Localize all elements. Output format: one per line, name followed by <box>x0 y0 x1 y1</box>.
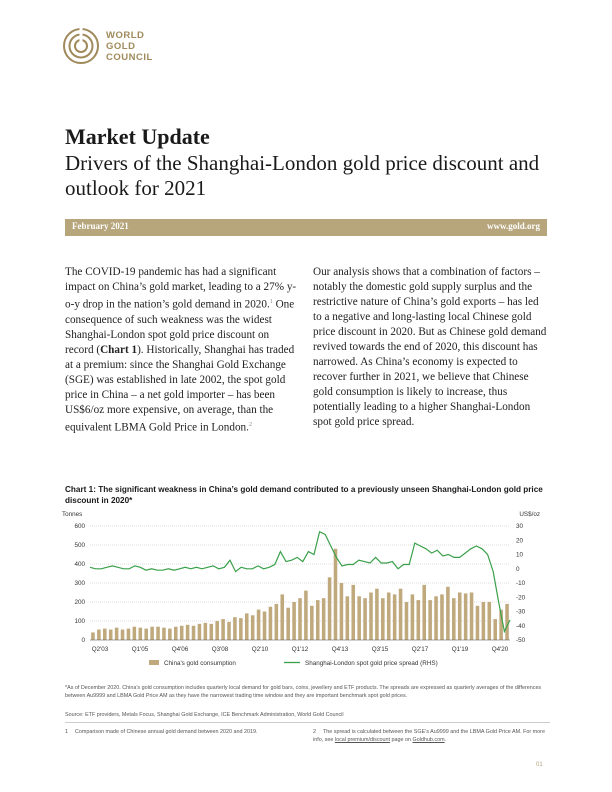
wgc-circle-logo-icon <box>62 27 100 65</box>
y-tick-left: 400 <box>74 561 85 568</box>
local-premium-link[interactable]: local premium/discount <box>334 737 391 743</box>
x-tick: Q1'19 <box>451 646 469 653</box>
y-tick-right: -10 <box>516 580 526 587</box>
x-tick: Q4'06 <box>171 646 189 653</box>
bar <box>298 598 302 640</box>
chart <box>62 508 550 680</box>
chart-legend <box>149 660 438 667</box>
bar <box>139 628 143 640</box>
bar <box>393 594 397 640</box>
y-tick-left: 0 <box>81 637 85 644</box>
y-tick-right: 10 <box>516 551 524 559</box>
x-tick: Q4'13 <box>331 646 349 653</box>
footnote-2-text-a: The spread is calculated between the SGE’s Au9999 and the LBMA Gold Price AM. For more info, see <box>313 729 545 743</box>
bar <box>215 621 219 640</box>
publication-date: February 2021 <box>72 221 129 231</box>
legend-label-line: Shanghai-London spot gold price spread (RHS) <box>305 660 438 667</box>
bar <box>452 598 456 640</box>
date-band <box>65 219 547 236</box>
intro-paragraph <box>65 265 297 435</box>
website-link[interactable]: www.gold.org <box>486 221 540 231</box>
bar <box>91 632 95 640</box>
bar <box>470 593 474 641</box>
bar <box>428 600 432 640</box>
logo-line-world: WORLD <box>106 30 145 41</box>
chart-title: Chart 1: The significant weakness in China’s gold demand contributed to a previously unseen Shanghai-London gold price discount in 2020* <box>65 485 543 505</box>
x-tick: Q3'15 <box>371 646 389 653</box>
footnote-2-number: 2 <box>313 729 316 735</box>
bar <box>505 604 509 640</box>
footnote-2-text-b: page on <box>390 737 413 743</box>
bar <box>292 602 296 640</box>
bar <box>351 585 355 640</box>
bar <box>387 593 391 641</box>
bar <box>186 625 190 640</box>
chart-footnote: *As of December 2020. China’s gold consumption includes quarterly local demand for gold bars, coins, jewellery and ETF products. The spreads are expressed as quarterly averages of the differences between Au9999 and LBMA Gold Price AM as they have the narrowest trading time window and they are important benchmark spot gold prices. <box>65 685 542 699</box>
y-tick-right: -40 <box>516 622 526 630</box>
bar <box>334 549 338 640</box>
bar <box>411 594 415 640</box>
intro-text-3: ). Historically, Shanghai has traded at a premium: since the Shanghai Gold Exchange (SGE) was established in late 2002, the spot gold price in China – a net gold importer – has been US$6/oz more expensive, on average, than the equivalent LBMA Gold Price in London. <box>65 343 295 434</box>
y-tick-right: -30 <box>516 608 526 616</box>
bar <box>405 602 409 640</box>
footnote-divider <box>65 722 550 723</box>
x-tick: Q2'03 <box>91 646 109 653</box>
bar <box>446 587 450 640</box>
bar <box>180 626 184 640</box>
goldhub-link[interactable]: Goldhub.com <box>412 737 445 743</box>
bar <box>239 618 243 640</box>
bar <box>340 583 344 640</box>
body-column-left <box>65 265 297 435</box>
y-tick-right: 30 <box>516 523 524 530</box>
bar <box>263 612 267 641</box>
bar <box>375 589 379 640</box>
page-subtitle: Drivers of the Shanghai-London gold price discount and outlook for 2021 <box>65 151 540 200</box>
world-gold-council-logo <box>62 27 202 67</box>
intro-text-2: One consequence of such weakness was the widest Shanghai-London spot gold price discount on record ( <box>65 298 295 356</box>
bar <box>144 629 148 640</box>
bar <box>482 602 486 640</box>
logo-text <box>106 30 153 63</box>
chart-reference: Chart 1 <box>100 343 138 356</box>
bar <box>209 624 213 640</box>
bar <box>168 629 172 640</box>
y-tick-left: 100 <box>74 618 85 625</box>
x-tick: Q1'12 <box>291 646 309 653</box>
y-tick-left: 200 <box>74 599 85 606</box>
bar <box>245 613 249 640</box>
bar <box>192 626 196 640</box>
y-tick-right: 0 <box>516 565 520 573</box>
bar <box>476 606 480 640</box>
body-column-right <box>313 265 549 430</box>
analysis-paragraph: Our analysis shows that a combination of factors – notably the domestic gold supply surplus and the restrictive nature of China’s gold exports – has led to a negative and long-lasting local Chinese gold price discount in 2020. But as Chinese gold demand revived towards the end of 2020, this discount has narrowed. As China’s economy is expected to recover further in 2021, we believe that Chinese gold consumption is likely to increase, thus potentially leading to a higher Shanghai-London spot gold price spread. <box>313 266 547 428</box>
bar <box>304 591 308 640</box>
bar <box>227 622 231 640</box>
footnote-1 <box>65 728 295 736</box>
bar <box>363 598 367 640</box>
y-tick-right: -50 <box>516 637 526 644</box>
bar <box>369 593 373 641</box>
bar <box>417 600 421 640</box>
y-tick-left: 300 <box>74 580 85 587</box>
logo-line-gold: GOLD <box>106 41 136 52</box>
bar <box>109 630 113 640</box>
page-number: 01 <box>536 762 543 768</box>
intro-text-1: The COVID-19 pandemic has had a significant impact on China’s gold market, leading to a 27% y-o-y drop in the nation’s gold demand in 2020. <box>65 266 297 311</box>
y-tick-left: 600 <box>74 523 85 530</box>
bar <box>422 585 426 640</box>
legend-swatch-bars <box>149 660 159 665</box>
bar <box>162 628 166 640</box>
x-tick: Q2'17 <box>411 646 429 653</box>
x-tick: Q1'05 <box>131 646 149 653</box>
bar <box>434 596 438 640</box>
y-axis-right-label: US$/oz <box>519 511 540 518</box>
bar <box>316 600 320 640</box>
bar <box>275 604 279 640</box>
bar <box>127 629 131 640</box>
y-tick-left: 500 <box>74 542 85 549</box>
bar <box>204 623 208 640</box>
bar <box>399 589 403 640</box>
bar <box>357 596 361 640</box>
bar <box>174 627 178 640</box>
bar <box>286 608 290 640</box>
x-tick: Q3'08 <box>211 646 229 653</box>
x-tick: Q4'20 <box>491 646 509 653</box>
bar <box>150 627 154 640</box>
bar <box>269 607 273 640</box>
footnote-ref-2[interactable]: 2 <box>248 421 252 428</box>
bar <box>310 606 314 640</box>
bar <box>488 602 492 640</box>
chart-bars <box>91 549 509 640</box>
footnote-1-number: 1 <box>65 729 68 735</box>
bar <box>103 629 107 640</box>
bar <box>328 577 332 640</box>
bar <box>464 593 468 640</box>
bar <box>133 627 137 640</box>
footnote-2-text-c: . <box>444 737 447 743</box>
footnote-2 <box>313 728 550 744</box>
bar <box>97 630 101 640</box>
bar <box>115 628 119 640</box>
bar <box>251 615 255 640</box>
bar <box>381 598 385 640</box>
legend-label-bars: China's gold consumption <box>164 660 236 667</box>
footnote-1-text: Comparison made of Chinese annual gold demand between 2020 and 2019. <box>75 729 258 735</box>
logo-line-council: COUNCIL <box>106 52 153 63</box>
x-tick: Q2'10 <box>251 646 269 653</box>
bar <box>233 617 237 640</box>
footnote-ref-1[interactable]: 1 <box>269 299 273 305</box>
bar <box>221 619 225 640</box>
page-title: Market Update <box>65 124 210 149</box>
y-tick-right: -20 <box>516 594 526 602</box>
y-axis-left-label: Tonnes <box>62 511 83 518</box>
bar <box>322 598 326 640</box>
bar <box>198 624 202 640</box>
bar <box>458 593 462 641</box>
y-tick-right: 20 <box>516 537 524 545</box>
bar <box>156 627 160 640</box>
bar <box>440 594 444 640</box>
bar <box>121 630 125 640</box>
bar <box>257 610 261 640</box>
bar <box>346 596 350 640</box>
bar <box>280 594 284 640</box>
chart-source: Source: ETF providers, Metals Focus, Shanghai Gold Exchange, ICE Benchmark Administration, World Gold Council <box>65 712 344 718</box>
bar <box>493 619 497 640</box>
